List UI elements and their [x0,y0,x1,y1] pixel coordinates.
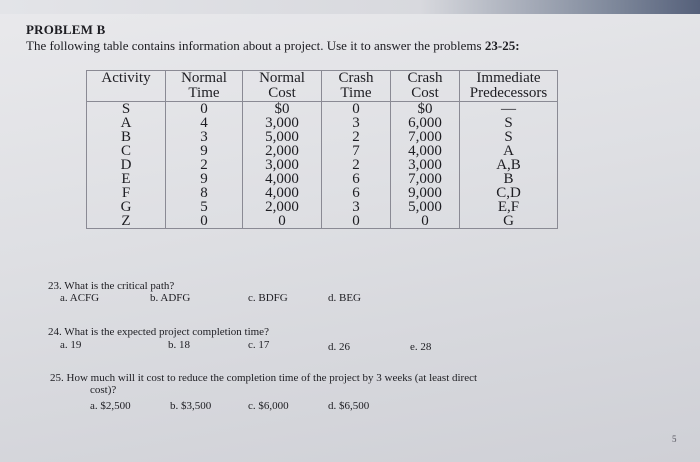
cell-predecessors: A,B [496,157,521,173]
question-24-option-d: d. 26 [328,341,350,353]
cell-predecessors: B [503,171,514,187]
table-header-row [87,71,558,102]
cell-normal-cost: 4,000 [243,172,322,186]
question-23-text: 23. What is the critical path? [48,280,175,292]
problem-title: PROBLEM B [26,22,106,37]
cell-crash-cost: 6,000 [391,116,460,130]
cell-predecessors: S [504,129,513,145]
question-23-option-c: c. BDFG [248,292,288,304]
header-activity: Activity [87,71,166,102]
cell-activity: C [87,144,166,158]
cell-predecessors: E,F [497,199,520,215]
cell-normal-cost: 3,000 [243,158,322,172]
question-23-option-d: d. BEG [328,292,361,304]
cell-crash-time: 0 [322,214,391,229]
cell-crash-cost: 3,000 [391,158,460,172]
cell-predecessors: — [501,101,516,117]
cell-crash-cost: 7,000 [391,172,460,186]
cell-crash-time: 3 [322,116,391,130]
table-row [87,102,558,117]
header-immediate-predecessors: Immediate Predecessors [460,71,558,102]
page-number: 5 [672,434,677,444]
question-24-option-a: a. 19 [60,339,82,351]
question-25-option-b: b. $3,500 [170,400,212,412]
cell-predecessors: C,D [496,185,521,201]
cell-normal-cost: 3,000 [243,116,322,130]
cell-normal-cost: 5,000 [243,130,322,144]
cell-crash-cost: 5,000 [391,200,460,214]
question-24-option-c: c. 17 [248,339,270,351]
cell-crash-cost: 9,000 [391,186,460,200]
cell-activity: F [87,186,166,200]
header-normal-time: Normal Time [166,71,243,102]
cell-activity: B [87,130,166,144]
cell-normal-time: 8 [166,186,243,200]
table-row [87,172,558,186]
cell-crash-time: 6 [322,186,391,200]
cell-activity: E [87,172,166,186]
cell-activity: S [87,102,166,117]
cell-normal-time: 9 [166,144,243,158]
header-crash-cost: Crash Cost [391,71,460,102]
cell-predecessors: S [504,115,513,131]
question-25-option-c: c. $6,000 [248,400,289,412]
cell-crash-cost: 4,000 [391,144,460,158]
question-24 [48,326,568,354]
cell-normal-time: 3 [166,130,243,144]
cell-normal-cost: 0 [243,214,322,229]
top-edge-strip [0,0,700,14]
table-row [87,116,558,130]
question-25-option-d: d. $6,500 [328,400,370,412]
table-row [87,186,558,200]
cell-activity: G [87,200,166,214]
cell-crash-cost: 0 [391,214,460,229]
cell-normal-time: 5 [166,200,243,214]
question-25-text-line2: cost)? [90,384,117,396]
cell-activity: Z [87,214,166,229]
cell-normal-cost: 2,000 [243,200,322,214]
cell-crash-cost: 7,000 [391,130,460,144]
cell-crash-cost: $0 [391,102,460,117]
cell-predecessors: G [503,213,514,229]
intro-sentence: The following table contains information about a project. Use it to answer the problems [26,38,485,53]
cell-normal-time: 2 [166,158,243,172]
question-25-option-a: a. $2,500 [90,400,131,412]
question-24-option-e: e. 28 [410,341,432,353]
table-row [87,200,558,214]
header-normal-cost: Normal Cost [243,71,322,102]
cell-activity: D [87,158,166,172]
question-24-option-b: b. 18 [168,339,190,351]
table-row [87,130,558,144]
question-25 [50,372,610,416]
cell-crash-time: 2 [322,130,391,144]
table-row [87,214,558,229]
question-24-text: 24. What is the expected project completion time? [48,326,269,338]
cell-normal-cost: $0 [243,102,322,117]
cell-activity: A [87,116,166,130]
cell-normal-time: 0 [166,102,243,117]
cell-crash-time: 6 [322,172,391,186]
cell-normal-time: 4 [166,116,243,130]
intro-text [26,38,520,54]
project-activity-table [86,70,558,229]
cell-normal-time: 0 [166,214,243,229]
cell-predecessors: A [503,143,514,159]
table-row [87,158,558,172]
question-25-text-line1: 25. How much will it cost to reduce the completion time of the project by 3 weeks (at least direct [50,372,478,384]
cell-crash-time: 0 [322,102,391,117]
cell-normal-time: 9 [166,172,243,186]
intro-problem-range: 23-25: [484,38,520,53]
question-23 [48,280,568,308]
cell-crash-time: 2 [322,158,391,172]
cell-crash-time: 3 [322,200,391,214]
cell-crash-time: 7 [322,144,391,158]
question-23-option-b: b. ADFG [150,292,191,304]
table-row [87,144,558,158]
cell-normal-cost: 4,000 [243,186,322,200]
header-crash-time: Crash Time [322,71,391,102]
cell-normal-cost: 2,000 [243,144,322,158]
question-23-option-a: a. ACFG [60,292,100,304]
